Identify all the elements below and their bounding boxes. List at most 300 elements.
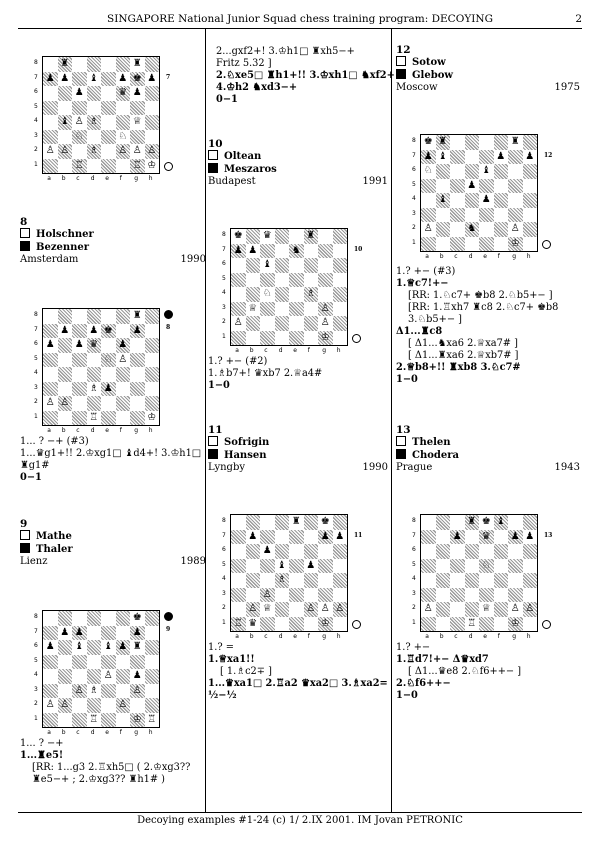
board-square <box>145 669 160 684</box>
black-bishop-icon: ♝ <box>103 641 113 653</box>
black-player: Hansen <box>208 449 388 462</box>
board-square <box>231 229 246 244</box>
white-pawn-icon: ♙ <box>423 603 433 615</box>
white-to-move-icon <box>542 620 551 629</box>
game-11-moves <box>208 642 388 702</box>
board-square <box>465 515 480 530</box>
file-label: e <box>105 729 109 736</box>
move-line: 1.♕xa1!! <box>208 654 255 665</box>
black-pawn-icon: ♟ <box>118 641 128 653</box>
rank-label: 5 <box>412 560 416 568</box>
file-label: e <box>105 427 109 434</box>
white-pawn-icon: ♙ <box>510 223 520 235</box>
board-square <box>145 411 160 426</box>
board-square <box>465 602 480 617</box>
board-square <box>318 302 333 317</box>
rank-label: 2 <box>222 318 226 326</box>
game-12-moves <box>396 266 582 386</box>
board-square <box>318 273 333 288</box>
board-square <box>72 411 87 426</box>
board-square <box>318 229 333 244</box>
board-square <box>72 57 87 72</box>
rank-label: 2 <box>34 700 38 708</box>
board-square <box>231 588 246 603</box>
board-square <box>130 655 145 670</box>
board-square <box>304 244 319 259</box>
board-square <box>246 244 261 259</box>
board-square <box>508 164 523 179</box>
board-square <box>465 135 480 150</box>
white-rook-icon: ♖ <box>147 713 157 725</box>
game-13-header <box>396 424 580 473</box>
black-queen-icon: ♛ <box>89 339 99 351</box>
white-player: Thelen <box>396 436 580 449</box>
black-square-icon <box>20 543 30 553</box>
black-bishop-icon: ♝ <box>438 194 448 206</box>
board-square <box>72 382 87 397</box>
rank-label: 8 <box>412 137 416 145</box>
board-square <box>87 101 102 116</box>
board-square <box>494 237 509 252</box>
board-square <box>275 588 290 603</box>
board-square <box>479 573 494 588</box>
board-square <box>101 86 116 101</box>
white-king-icon: ♔ <box>147 159 157 171</box>
board-square <box>494 193 509 208</box>
board-square <box>101 115 116 130</box>
white-square-icon <box>208 150 218 160</box>
board-square <box>304 229 319 244</box>
file-label: h <box>526 253 531 260</box>
board-square <box>436 237 451 252</box>
file-label: b <box>61 427 66 434</box>
board-square <box>101 324 116 339</box>
board-square <box>246 515 261 530</box>
chess-diagram-8 <box>32 308 178 438</box>
board-square <box>231 515 246 530</box>
board-square <box>479 208 494 223</box>
board-square <box>494 179 509 194</box>
file-label: f <box>307 347 310 354</box>
black-player: Bezenner <box>20 241 206 254</box>
board-square <box>145 382 160 397</box>
board-square <box>494 515 509 530</box>
board-square <box>333 302 348 317</box>
white-king-icon: ♔ <box>510 617 520 629</box>
board-square <box>130 57 145 72</box>
file-label: e <box>483 253 487 260</box>
board-square <box>508 573 523 588</box>
board-square <box>72 626 87 641</box>
board-square <box>101 626 116 641</box>
black-pawn-icon: ♟ <box>306 559 316 571</box>
board-square <box>43 159 58 174</box>
board-square <box>43 367 58 382</box>
board-square <box>130 324 145 339</box>
black-player: Meszaros <box>208 163 388 176</box>
black-pawn-icon: ♟ <box>147 72 157 84</box>
board-square <box>494 208 509 223</box>
black-pawn-icon: ♟ <box>423 150 433 162</box>
chess-diagram-13 <box>410 514 556 644</box>
board-square <box>116 626 131 641</box>
white-pawn-icon: ♙ <box>335 603 345 615</box>
board-square <box>508 150 523 165</box>
move-line: 1... ? −+ (#3) <box>20 436 89 447</box>
black-pawn-icon: ♟ <box>496 150 506 162</box>
white-rook-icon: ♖ <box>132 159 142 171</box>
board-square <box>87 324 102 339</box>
board-square <box>116 713 131 728</box>
board-square <box>450 164 465 179</box>
board-square <box>101 159 116 174</box>
board-square <box>508 515 523 530</box>
board-square <box>231 258 246 273</box>
board-square <box>479 179 494 194</box>
board-square <box>246 544 261 559</box>
black-rook-icon: ♜ <box>291 516 301 528</box>
board-square <box>58 669 73 684</box>
file-label: f <box>497 253 500 260</box>
file-label: h <box>336 633 341 640</box>
board-square <box>523 617 538 632</box>
board-square <box>318 244 333 259</box>
file-label: b <box>61 175 66 182</box>
move-line: 1.? +− <box>396 642 431 653</box>
board-square <box>436 602 451 617</box>
black-pawn-icon: ♟ <box>248 530 258 542</box>
rank-label: 6 <box>34 340 38 348</box>
rank-label: 6 <box>412 546 416 554</box>
board-square <box>508 559 523 574</box>
board-square <box>72 115 87 130</box>
board-square <box>43 115 58 130</box>
diagram-number: 13 <box>544 532 553 539</box>
white-knight-icon: ♘ <box>481 559 491 571</box>
board-square <box>436 544 451 559</box>
board-square <box>87 640 102 655</box>
board-square <box>130 713 145 728</box>
black-queen-icon: ♛ <box>118 87 128 99</box>
board-square <box>116 640 131 655</box>
board-square <box>436 559 451 574</box>
board-square <box>101 396 116 411</box>
white-pawn-icon: ♙ <box>74 116 84 128</box>
board-square <box>43 396 58 411</box>
move-line: 4.♔h2 ♞xd3−+ <box>216 82 298 93</box>
black-bishop-icon: ♝ <box>89 72 99 84</box>
board-square <box>523 179 538 194</box>
board-square <box>72 159 87 174</box>
board-square <box>58 101 73 116</box>
board-square <box>231 617 246 632</box>
board-square <box>101 611 116 626</box>
black-player: Thaler <box>20 543 206 556</box>
game-7-continuation <box>216 46 396 106</box>
board-square <box>318 287 333 302</box>
white-pawn-icon: ♙ <box>103 670 113 682</box>
white-square-icon <box>20 530 30 540</box>
move-line: [ Δ1...♛e8 2.♘f6++− ] <box>408 666 522 677</box>
board-square <box>101 411 116 426</box>
board-square <box>43 611 58 626</box>
chess-diagram-10 <box>220 228 366 358</box>
rank-label: 8 <box>222 517 226 525</box>
board-square <box>116 309 131 324</box>
board-square <box>494 222 509 237</box>
board-square <box>58 611 73 626</box>
board-square <box>101 713 116 728</box>
file-label: b <box>249 633 254 640</box>
board-square <box>494 150 509 165</box>
board-square <box>304 287 319 302</box>
white-square-icon <box>396 56 406 66</box>
rank-label: 2 <box>412 224 416 232</box>
board-square <box>479 588 494 603</box>
game-number: 10 <box>208 138 223 150</box>
board-square <box>145 57 160 72</box>
board-square <box>436 135 451 150</box>
file-label: d <box>468 253 473 260</box>
board-square <box>43 713 58 728</box>
board-square <box>479 193 494 208</box>
board-square <box>231 573 246 588</box>
board-square <box>421 588 436 603</box>
board-square <box>72 130 87 145</box>
black-knight-icon: ♞ <box>291 244 301 256</box>
board-square <box>145 698 160 713</box>
board-square <box>436 617 451 632</box>
file-label: d <box>468 633 473 640</box>
board-grid <box>230 228 348 346</box>
black-pawn-icon: ♟ <box>132 324 142 336</box>
board-square <box>275 331 290 346</box>
black-pawn-icon: ♟ <box>481 194 491 206</box>
board-square <box>58 367 73 382</box>
board-square <box>421 208 436 223</box>
board-square <box>421 179 436 194</box>
board-square <box>289 287 304 302</box>
board-square <box>436 179 451 194</box>
board-square <box>145 396 160 411</box>
black-pawn-icon: ♟ <box>45 339 55 351</box>
board-square <box>523 150 538 165</box>
black-king-icon: ♚ <box>481 516 491 528</box>
rank-label: 6 <box>222 546 226 554</box>
board-square <box>260 559 275 574</box>
white-king-icon: ♔ <box>132 713 142 725</box>
board-square <box>246 229 261 244</box>
rank-label: 4 <box>34 117 38 125</box>
rank-label: 2 <box>222 604 226 612</box>
move-line: Δ1...♜c8 <box>396 326 443 337</box>
board-square <box>465 164 480 179</box>
black-pawn-icon: ♟ <box>45 641 55 653</box>
board-square <box>260 602 275 617</box>
board-square <box>421 150 436 165</box>
page-header <box>18 12 582 29</box>
black-to-move-icon <box>164 310 173 319</box>
move-line: 3.♘b5+− ] <box>408 314 462 325</box>
file-label: e <box>483 633 487 640</box>
file-label: a <box>235 633 239 640</box>
board-square <box>494 135 509 150</box>
board-square <box>231 544 246 559</box>
board-square <box>508 193 523 208</box>
board-square <box>72 367 87 382</box>
venue: Lyngby 1990 <box>208 462 388 473</box>
white-pawn-icon: ♙ <box>306 603 316 615</box>
white-pawn-icon: ♙ <box>118 353 128 365</box>
board-square <box>116 159 131 174</box>
white-square-icon <box>20 228 30 238</box>
black-rook-icon: ♜ <box>132 641 142 653</box>
board-square <box>450 179 465 194</box>
white-pawn-icon: ♙ <box>423 223 433 235</box>
rank-label: 3 <box>34 383 38 391</box>
board-square <box>523 237 538 252</box>
black-pawn-icon: ♟ <box>525 150 535 162</box>
white-player: Sotow <box>396 56 580 69</box>
board-square <box>508 544 523 559</box>
board-square <box>58 130 73 145</box>
board-square <box>494 559 509 574</box>
board-square <box>275 273 290 288</box>
black-pawn-icon: ♟ <box>45 72 55 84</box>
white-knight-icon: ♘ <box>103 353 113 365</box>
board-square <box>479 617 494 632</box>
board-square <box>304 559 319 574</box>
board-square <box>130 396 145 411</box>
board-square <box>523 515 538 530</box>
file-label: g <box>512 633 517 640</box>
board-square <box>145 86 160 101</box>
board-square <box>289 273 304 288</box>
board-square <box>145 655 160 670</box>
board-square <box>130 159 145 174</box>
board-grid <box>42 610 160 728</box>
board-square <box>304 588 319 603</box>
white-bishop-icon: ♗ <box>89 684 99 696</box>
board-square <box>101 72 116 87</box>
file-label: c <box>264 633 268 640</box>
board-square <box>116 411 131 426</box>
black-pawn-icon: ♟ <box>132 670 142 682</box>
board-square <box>130 382 145 397</box>
file-label: g <box>512 253 517 260</box>
game-10-moves <box>208 356 388 392</box>
board-square <box>260 530 275 545</box>
black-pawn-icon: ♟ <box>510 530 520 542</box>
board-square <box>246 617 261 632</box>
white-pawn-icon: ♙ <box>248 603 258 615</box>
board-square <box>72 101 87 116</box>
board-square <box>523 193 538 208</box>
board-square <box>275 244 290 259</box>
board-square <box>101 338 116 353</box>
white-bishop-icon: ♗ <box>306 288 316 300</box>
board-square <box>304 331 319 346</box>
board-square <box>145 101 160 116</box>
black-pawn-icon: ♟ <box>118 72 128 84</box>
black-rook-icon: ♜ <box>510 136 520 148</box>
board-square <box>58 144 73 159</box>
white-pawn-icon: ♙ <box>45 145 55 157</box>
file-label: c <box>264 347 268 354</box>
board-square <box>275 287 290 302</box>
file-label: a <box>47 427 51 434</box>
board-square <box>421 617 436 632</box>
board-square <box>318 559 333 574</box>
white-king-icon: ♔ <box>320 617 330 629</box>
game-9-moves <box>20 738 206 786</box>
board-square <box>436 164 451 179</box>
board-square <box>333 331 348 346</box>
white-queen-icon: ♕ <box>132 116 142 128</box>
board-square <box>58 640 73 655</box>
board-square <box>318 258 333 273</box>
board-square <box>43 411 58 426</box>
board-square <box>260 229 275 244</box>
board-square <box>87 338 102 353</box>
board-square <box>289 602 304 617</box>
board-square <box>479 135 494 150</box>
board-square <box>304 602 319 617</box>
header-title: SINGAPORE National Junior Squad chess training program: DECOYING <box>107 13 493 25</box>
game-number: 9 <box>20 518 28 530</box>
board-square <box>333 573 348 588</box>
white-bishop-icon: ♗ <box>89 116 99 128</box>
board-grid <box>42 308 160 426</box>
rank-label: 2 <box>34 398 38 406</box>
move-line: [RR: 1.♘c7+ ♚b8 2.♘b5+− ] <box>408 290 553 301</box>
board-square <box>101 309 116 324</box>
board-square <box>289 229 304 244</box>
move-line: 1.? = <box>208 642 234 653</box>
board-square <box>260 588 275 603</box>
board-square <box>421 135 436 150</box>
board-square <box>130 338 145 353</box>
board-square <box>43 698 58 713</box>
white-player: Oltean <box>208 150 388 163</box>
black-square-icon <box>208 163 218 173</box>
board-square <box>130 130 145 145</box>
board-square <box>246 331 261 346</box>
venue: Lienz 1989 <box>20 556 206 567</box>
black-pawn-icon: ♟ <box>335 530 345 542</box>
rank-label: 1 <box>222 618 226 626</box>
white-player: Mathe <box>20 530 206 543</box>
white-to-move-icon <box>164 162 173 171</box>
board-square <box>101 367 116 382</box>
file-label: f <box>497 633 500 640</box>
board-square <box>101 382 116 397</box>
board-square <box>465 222 480 237</box>
black-pawn-icon: ♟ <box>74 626 84 638</box>
board-square <box>304 515 319 530</box>
white-rook-icon: ♖ <box>233 617 243 629</box>
rank-label: 4 <box>34 671 38 679</box>
chess-diagram-11 <box>220 514 366 644</box>
white-bishop-icon: ♗ <box>89 382 99 394</box>
board-square <box>43 353 58 368</box>
board-square <box>130 611 145 626</box>
board-square <box>43 655 58 670</box>
rank-label: 1 <box>412 238 416 246</box>
board-square <box>333 530 348 545</box>
black-pawn-icon: ♟ <box>89 324 99 336</box>
white-pawn-icon: ♙ <box>525 603 535 615</box>
